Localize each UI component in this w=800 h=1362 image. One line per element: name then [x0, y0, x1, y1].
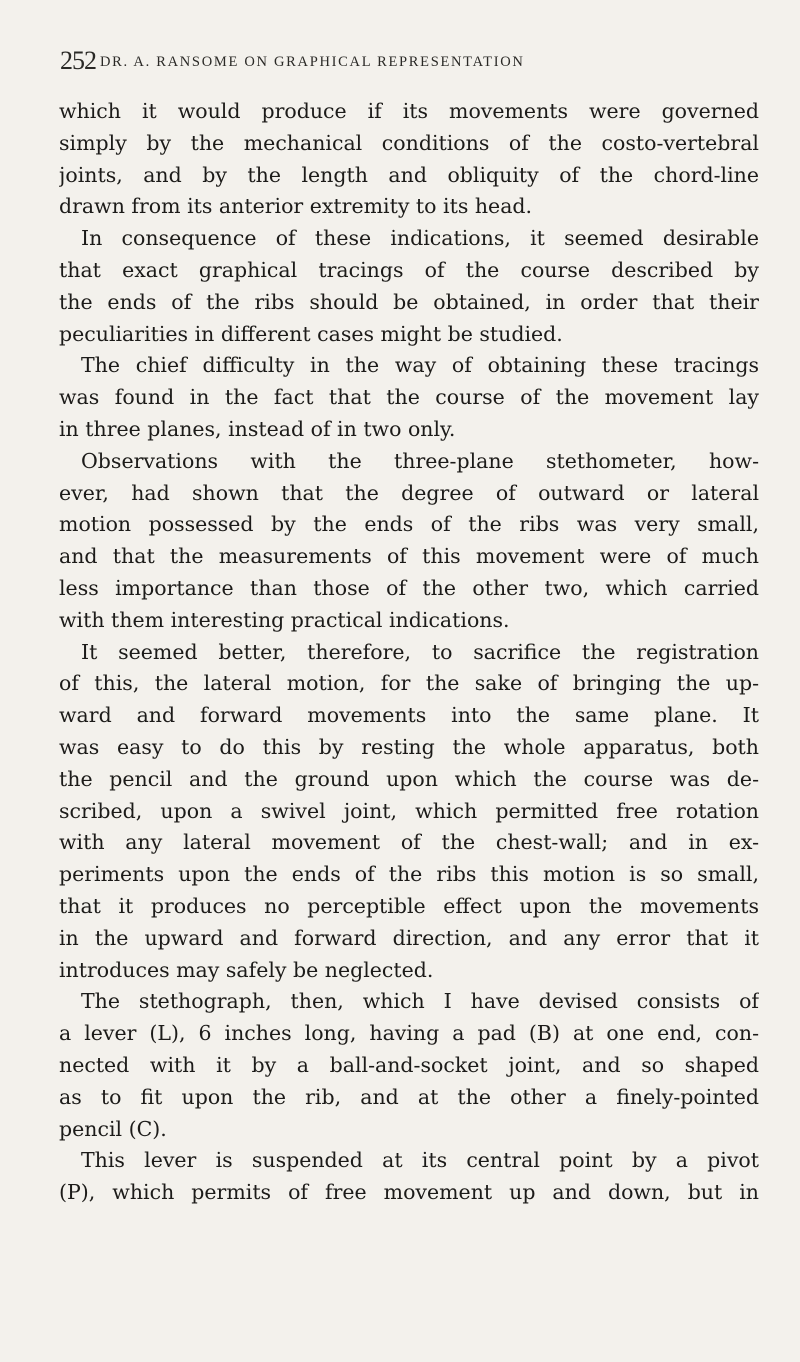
text-line: nected with it by a ball-and-socket joint, and so shaped [59, 1052, 759, 1077]
text-line: ever, had shown that the degree of outward or lateral [59, 480, 759, 505]
text-line: peculiarities in different cases might be studied. [59, 321, 563, 346]
text-line: a lever (L), 6 inches long, having a pad (B) at one end, con- [59, 1021, 759, 1046]
text-line: which it would produce if its movements were governed [59, 99, 759, 123]
page-number: 252 [60, 46, 96, 75]
text-line: motion possessed by the ends of the ribs was very small, [59, 512, 759, 537]
text-line: with any lateral movement of the chest-wall; and in ex- [59, 830, 759, 855]
text-line: joints, and by the length and obliquity of the chord-line [59, 162, 759, 187]
text-line: The stethograph, then, which I have devised consists of [81, 989, 759, 1014]
text-line: introduces may safely be neglected. [59, 957, 434, 982]
text-line: the ends of the ribs should be obtained, in order that their [59, 289, 759, 314]
text-line: periments upon the ends of the ribs this motion is so small, [59, 862, 759, 887]
text-line: of this, the lateral motion, for the sake of bringing the up- [59, 671, 759, 696]
text-line: less importance than those of the other two, which carried [59, 575, 759, 600]
text-line: Observations with the three-plane stethometer, how- [81, 448, 759, 473]
running-head [60, 44, 760, 76]
text-line: with them interesting practical indications. [59, 607, 510, 632]
text-line: This lever is suspended at its central point by a pivot [81, 1148, 759, 1173]
running-title: DR. A. RANSOME ON GRAPHICAL REPRESENTATION [100, 54, 525, 70]
text-line: (P), which permits of free movement up and down, but in [59, 1180, 759, 1205]
text-line: the pencil and the ground upon which the course was de- [59, 766, 759, 791]
text-line: in the upward and forward direction, and any error that it [59, 925, 759, 950]
text-line: that exact graphical tracings of the course described by [59, 257, 759, 282]
text-line: In consequence of these indications, it seemed desirable [81, 226, 759, 251]
text-line: and that the measurements of this movement were of much [59, 544, 759, 569]
text-line: scribed, upon a swivel joint, which permitted free rotation [59, 798, 759, 823]
text-line: as to fit upon the rib, and at the other a finely-pointed [59, 1084, 759, 1109]
text-line: simply by the mechanical conditions of the costo-vertebral [59, 130, 759, 155]
text-line: was easy to do this by resting the whole apparatus, both [59, 734, 759, 759]
text-line: ward and forward movements into the same plane. It [59, 703, 759, 728]
text-line: that it produces no perceptible effect upon the movements [59, 893, 759, 918]
body-text [59, 96, 759, 1209]
text-line: drawn from its anterior extremity to its head. [59, 194, 533, 219]
text-line: was found in the fact that the course of the movement lay [59, 385, 759, 410]
text-line: It seemed better, therefore, to sacrifice the registration [81, 639, 759, 664]
text-line: pencil (C). [59, 1116, 167, 1141]
text-line: The chief difficulty in the way of obtaining these tracings [81, 353, 759, 378]
text-line: in three planes, instead of in two only. [59, 416, 456, 441]
